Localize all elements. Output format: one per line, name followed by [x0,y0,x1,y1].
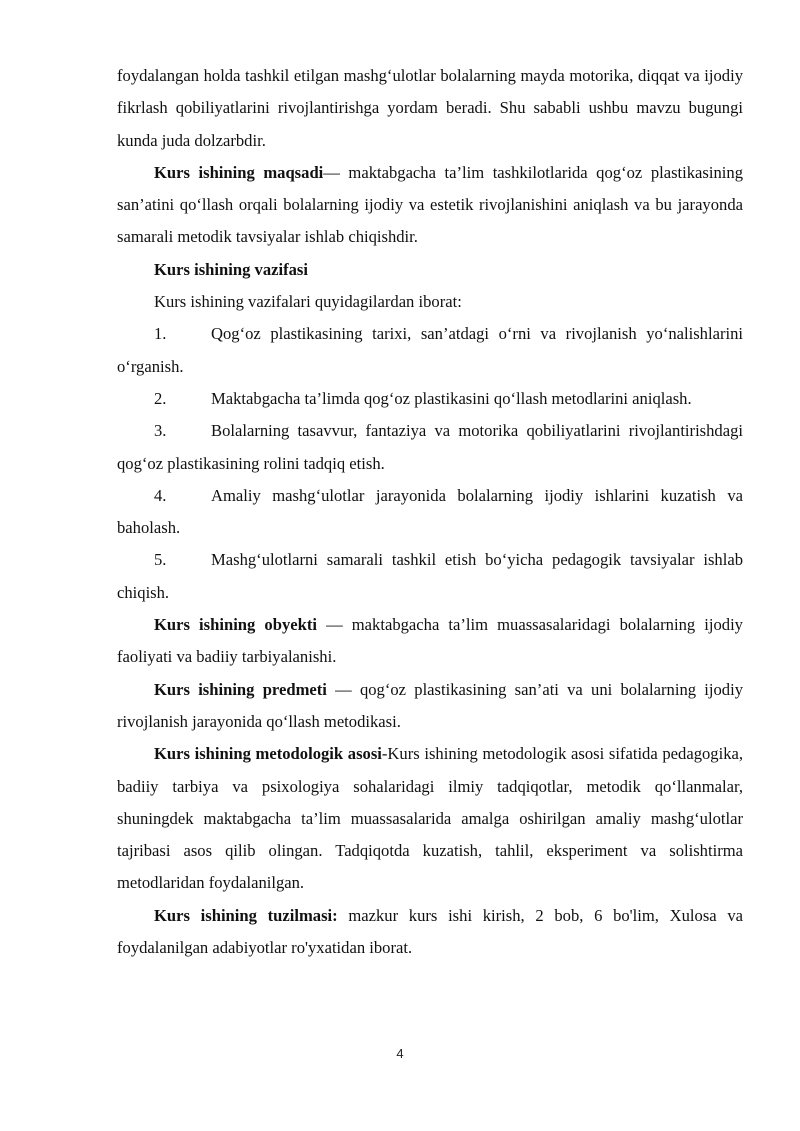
page-number: 4 [396,1046,404,1061]
list-item-text: Maktabgacha ta’limda qog‘oz plastikasini qo‘llash metodlarini aniqlash. [211,388,692,408]
list-item-number: 5. [154,550,167,570]
predmet-label: Kurs ishining predmeti [154,679,327,699]
list-item [117,415,743,480]
maqsad-paragraph [117,157,743,254]
tuzilma-label: Kurs ishining tuzilmasi: [154,905,338,925]
list-item-number: 2. [154,388,167,408]
list-item-text: Qog‘oz plastikasining tarixi, san’atdagi o‘rni va rivojlanish yo‘nalishlarini o‘rganish. [117,324,743,376]
metodologik-label: Kurs ishining metodologik asosi [154,744,382,764]
page-body [117,60,743,964]
intro-paragraph: foydalangan holda tashkil etilgan mashg‘ulotlar bolalarning mayda motorika, diqqat va ijodiy fikrlash qobiliyatlarini rivojlantirishga yordam beradi. Shu sababli ushbu mavzu bugungi kunda juda dolzarbdir. [117,66,743,150]
obyekt-text: — maktabgacha ta’lim muassasalaridagi bolalarning ijodiy faoliyati va badiiy tarbiyalanishi. [117,615,743,667]
list-item-number: 4. [154,485,167,505]
list-item [117,383,743,415]
tuzilma-text: mazkur kurs ishi kirish, 2 bob, 6 bo'lim, Xulosa va foydalanilgan adabiyotlar ro'yxatidan iborat. [117,905,743,958]
predmet-paragraph [117,674,743,739]
list-item-text: Mashg‘ulotlarni samarali tashkil etish bo‘yicha pedagogik tavsiyalar ishlab chiqish. [117,550,743,602]
metodologik-paragraph [117,738,743,899]
metodologik-text: -Kurs ishining metodologik asosi sifatida pedagogika, badiiy tarbiya va psixologiya sohalaridagi ilmiy tadqiqotlar, metodik qo‘llanmalar, shuningdek maktabgacha ta’lim muassasalarida amalga oshirilgan amaliy mashg‘ulotlar tajribasi asos qilib olingan. Tadqiqotda kuzatish, tahlil, eksperiment va solishtirma metodlaridan foydalanilgan. [117,744,744,893]
maqsad-label: Kurs ishining maqsadi [154,162,324,182]
predmet-text: — qog‘oz plastikasining san’ati va uni bolalarning ijodiy rivojlanish jarayonida qo‘llash metodikasi. [117,679,743,731]
list-item [117,480,743,545]
list-item-text: Amaliy mashg‘ulotlar jarayonida bolalarning ijodiy ishlarini kuzatish va baholash. [117,485,743,538]
obyekt-paragraph [117,609,743,674]
list-item-number: 3. [154,421,167,441]
tuzilma-paragraph [117,900,743,965]
list-item-text: Bolalarning tasavvur, fantaziya va motorika qobiliyatlarini rivojlantirishdagi qog‘oz plastikasining rolini tadqiq etish. [117,421,743,473]
vazifa-heading: Kurs ishining vazifasi [154,259,308,279]
maqsad-text: — maktabgacha ta’lim tashkilotlarida qog‘oz plastikasining san’atini qo‘llash orqali bolalarning ijodiy va estetik rivojlanishini aniqlash va bu jarayonda samarali metodik tavsiyalar ishlab chiqishdir. [117,162,743,247]
list-item [117,544,743,609]
list-item-number: 1. [154,324,167,344]
vazifa-lead: Kurs ishining vazifalari quyidagilardan iborat: [154,292,462,312]
obyekt-label: Kurs ishining obyekti [154,615,317,635]
list-item [117,318,743,383]
